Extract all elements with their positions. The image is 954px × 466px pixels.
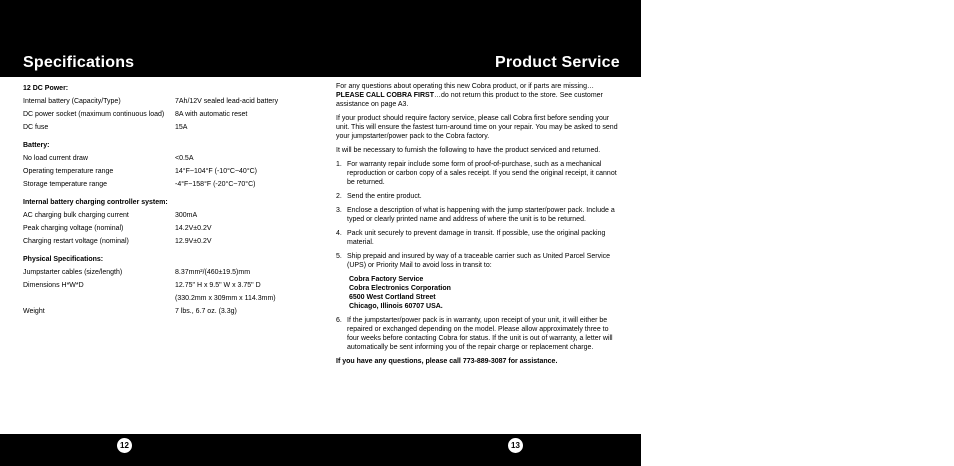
step-number: 2. [336, 193, 342, 200]
spec-row [23, 279, 319, 292]
spec-value: -4°F~158°F (-20°C~70°C) [175, 181, 256, 188]
spec-value: 14.2V±0.2V [175, 225, 212, 232]
spec-row [23, 292, 319, 305]
spec-row [23, 121, 319, 134]
spec-label: DC fuse [23, 124, 49, 131]
step-number: 6. [336, 317, 342, 324]
page-number-left: 12 [117, 438, 132, 453]
spec-value: <0.5A [175, 155, 194, 162]
address-line: Cobra Electronics Corporation [349, 285, 451, 292]
step-text: Ship prepaid and insured by way of a traceable carrier such as United Parcel Service (UPS) or Priority Mail to avoid loss in transit to: [347, 253, 611, 269]
step-number: 1. [336, 161, 342, 168]
factory-address [336, 275, 618, 311]
spec-row [23, 222, 319, 235]
spec-section-heading: 12 DC Power: [23, 85, 69, 92]
step-number: 5. [336, 253, 342, 260]
page-title-product-service: Product Service [495, 54, 620, 71]
step-item [336, 252, 618, 270]
spec-value: 15A [175, 124, 188, 131]
step-text: Send the entire product. [347, 193, 422, 200]
spec-label: DC power socket (maximum continuous load) [23, 111, 165, 118]
spec-row [23, 266, 319, 279]
spec-label: Charging restart voltage (nominal) [23, 238, 129, 245]
spec-value: (330.2mm x 309mm x 114.3mm) [175, 295, 276, 302]
spec-row [23, 209, 319, 222]
step-text: Enclose a description of what is happening with the jump starter/power pack. Include a typed or clearly printed name and address of where the unit is to be returned. [347, 207, 615, 223]
spec-label: Storage temperature range [23, 181, 108, 188]
product-service-text [336, 82, 618, 371]
intro-text-end: …do not return this product to the store. See customer assistance on page A3. [336, 92, 603, 108]
closing-contact-line: If you have any questions, please call 773-889-3087 for assistance. [336, 358, 558, 365]
spec-section-heading: Physical Specifications: [23, 256, 104, 263]
spec-label: No load current draw [23, 155, 88, 162]
spec-row [23, 305, 319, 318]
step-item [336, 229, 618, 247]
step-item [336, 206, 618, 224]
spec-label: Dimensions H*W*D [23, 282, 84, 289]
specifications-list [23, 83, 319, 318]
spec-row [23, 235, 319, 248]
step-text: If the jumpstarter/power pack is in warranty, upon receipt of your unit, it will either be repaired or exchanged depending on the model. Please allow approximately three to four weeks before contacting Cobra for status. If the unit is out of warranty, a letter will automatically be sent informing you of the repair charge or replacement charge. [347, 317, 613, 351]
spec-row [23, 108, 319, 121]
spec-row [23, 165, 319, 178]
spec-value: 7 lbs., 6.7 oz. (3.3g) [175, 308, 237, 315]
address-line: Chicago, Illinois 60707 USA. [349, 303, 443, 310]
intro-text: For any questions about operating this new Cobra product, or if parts are missing… [336, 83, 594, 90]
step-item [336, 160, 618, 187]
spec-label: AC charging bulk charging current [23, 212, 129, 219]
service-steps [336, 160, 618, 270]
spec-label: Operating temperature range [23, 168, 114, 175]
footer-bar [0, 434, 641, 466]
spec-label: Weight [23, 308, 45, 315]
step-text: For warranty repair include some form of proof-of-purchase, such as a mechanical reproduction or carbon copy of a sales receipt. If you send the original receipt, it cannot be returned. [347, 161, 617, 186]
spec-value: 12.75" H x 9.5" W x 3.75" D [175, 282, 261, 289]
intro-paragraph [336, 82, 618, 109]
page-number-right: 13 [508, 438, 523, 453]
spec-label: Jumpstarter cables (size/length) [23, 269, 123, 276]
spec-row [23, 95, 319, 108]
spec-value: 300mA [175, 212, 198, 219]
spec-value: 8A with automatic reset [175, 111, 248, 118]
step-text: Pack unit securely to prevent damage in transit. If possible, use the original packing material. [347, 230, 606, 246]
step-number: 4. [336, 230, 342, 237]
spec-label: Internal battery (Capacity/Type) [23, 98, 121, 105]
spec-value: 14°F~104°F (-10°C~40°C) [175, 168, 258, 175]
spec-value: 8.37mm²/(460±19.5)mm [175, 269, 251, 276]
factory-service-paragraph: If your product should require factory service, please call Cobra first before sending your unit. This will ensure the fastest turn-around time on your repair. You may be asked to send your jumpstarter/power pack to the Cobra factory. [336, 115, 618, 140]
spec-value: 7Ah/12V sealed lead-acid battery [175, 98, 279, 105]
page-title-specifications: Specifications [23, 54, 135, 71]
call-cobra-first-emphasis: PLEASE CALL COBRA FIRST [336, 92, 435, 99]
step-item [336, 192, 618, 201]
service-steps-continued [336, 316, 618, 352]
furnish-paragraph: It will be necessary to furnish the following to have the product serviced and returned. [336, 147, 601, 154]
address-line: 6500 West Cortland Street [349, 294, 436, 301]
spec-value: 12.9V±0.2V [175, 238, 212, 245]
step-item [336, 316, 618, 352]
step-number: 3. [336, 207, 342, 214]
spec-section-heading: Battery: [23, 142, 50, 149]
spec-section-heading: Internal battery charging controller system: [23, 199, 168, 206]
address-line: Cobra Factory Service [349, 276, 424, 283]
spec-label: Peak charging voltage (nominal) [23, 225, 124, 232]
spec-row [23, 152, 319, 165]
spec-row [23, 178, 319, 191]
